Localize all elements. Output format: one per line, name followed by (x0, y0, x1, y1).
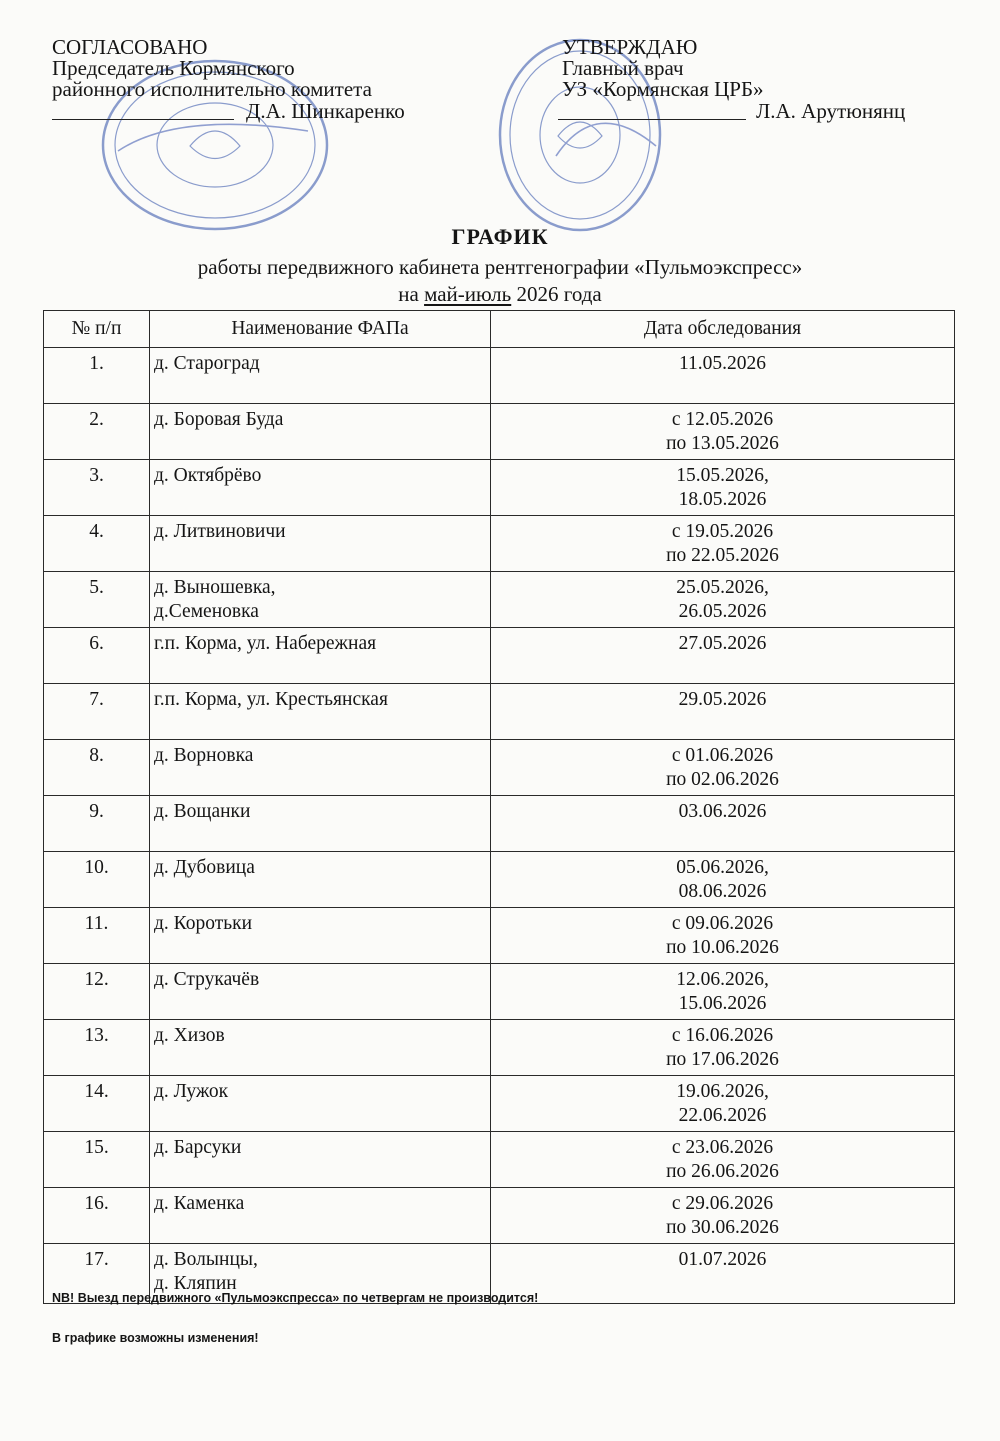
period-prefix: на (398, 282, 425, 306)
date-line: с 01.06.2026 (671, 745, 774, 766)
approval-block-approved (562, 37, 962, 124)
date-line: 11.05.2026 (678, 353, 767, 374)
agreed-heading: СОГЛАСОВАНО (52, 35, 208, 59)
row-location (150, 964, 491, 1020)
location-line: д. Хизов (154, 1025, 225, 1046)
date-line: 05.06.2026, (676, 857, 769, 878)
row-date (491, 908, 955, 964)
row-location (150, 460, 491, 516)
date-line: 19.06.2026, (676, 1081, 769, 1102)
table-row (44, 628, 955, 684)
table-row (44, 796, 955, 852)
agreed-signature-row (52, 100, 472, 124)
row-date (491, 628, 955, 684)
row-number: 7. (44, 684, 150, 740)
row-date (491, 1076, 955, 1132)
document-subtitle: работы передвижного кабинета рентгенографии «Пульмоэкспресс» (197, 255, 803, 279)
table-header-row (44, 311, 955, 348)
date-line: по 17.06.2026 (666, 1049, 779, 1070)
row-date (491, 516, 955, 572)
date-line: с 19.05.2026 (671, 521, 774, 542)
location-line: д. Литвиновичи (154, 521, 286, 542)
date-line: с 29.06.2026 (671, 1193, 774, 1214)
signature-line (52, 119, 234, 120)
table-row (44, 572, 955, 628)
table-row (44, 404, 955, 460)
row-number: 5. (44, 572, 150, 628)
date-line: по 26.06.2026 (666, 1161, 779, 1182)
location-line: д. Волынцы, (154, 1249, 258, 1270)
row-date (491, 852, 955, 908)
row-location (150, 1020, 491, 1076)
row-location (150, 852, 491, 908)
row-location (150, 908, 491, 964)
row-number: 3. (44, 460, 150, 516)
date-line: 15.05.2026, (676, 465, 769, 486)
date-line: 29.05.2026 (678, 689, 767, 710)
row-number: 14. (44, 1076, 150, 1132)
location-line: д. Коротьки (154, 913, 253, 934)
location-line: д. Лужок (154, 1081, 229, 1102)
row-number: 11. (44, 908, 150, 964)
table-row (44, 908, 955, 964)
document-period (0, 282, 1000, 307)
date-line: по 22.05.2026 (666, 545, 779, 566)
table-row (44, 1188, 955, 1244)
row-date (491, 684, 955, 740)
row-number: 15. (44, 1132, 150, 1188)
schedule-table (43, 310, 955, 1304)
row-location (150, 516, 491, 572)
table-row (44, 852, 955, 908)
location-line: д. Струкачёв (154, 969, 260, 990)
row-date (491, 1244, 955, 1304)
row-location (150, 572, 491, 628)
signature-line (558, 119, 746, 120)
location-line: д. Каменка (154, 1193, 245, 1214)
approved-signatory: Л.А. Арутюнянц (756, 99, 906, 123)
approved-heading: УТВЕРЖДАЮ (562, 35, 698, 59)
row-location (150, 1132, 491, 1188)
date-line: по 30.06.2026 (666, 1217, 779, 1238)
row-number: 2. (44, 404, 150, 460)
row-location (150, 740, 491, 796)
location-line: г.п. Корма, ул. Крестьянская (154, 689, 388, 710)
location-line: д. Дубовица (154, 857, 255, 878)
header-name: Наименование ФАПа (150, 311, 491, 348)
row-location (150, 404, 491, 460)
row-date (491, 572, 955, 628)
date-line: 01.07.2026 (678, 1249, 767, 1270)
location-line: д. Вощанки (154, 801, 251, 822)
approved-position-line2: УЗ «Кормянская ЦРБ» (562, 77, 764, 101)
row-number: 13. (44, 1020, 150, 1076)
date-line: с 09.06.2026 (671, 913, 774, 934)
row-number: 1. (44, 348, 150, 404)
location-line: д. Староград (154, 353, 260, 374)
row-location (150, 796, 491, 852)
table-row (44, 684, 955, 740)
header-num: № п/п (44, 311, 150, 348)
row-number: 6. (44, 628, 150, 684)
date-line: 27.05.2026 (678, 633, 767, 654)
row-date (491, 1132, 955, 1188)
row-date (491, 348, 955, 404)
header-date: Дата обследования (491, 311, 955, 348)
row-date (491, 740, 955, 796)
agreed-position-line1: Председатель Кормянского (52, 56, 295, 80)
document-title: ГРАФИК (451, 224, 549, 249)
row-location (150, 348, 491, 404)
row-location (150, 1076, 491, 1132)
approved-position-line1: Главный врач (562, 56, 684, 80)
approved-signature-row (562, 100, 962, 124)
location-line: д.Семеновка (154, 601, 259, 622)
date-line: с 16.06.2026 (671, 1025, 774, 1046)
location-line: д. Октябрёво (154, 465, 262, 486)
date-line: с 23.06.2026 (671, 1137, 774, 1158)
row-date (491, 404, 955, 460)
row-number: 16. (44, 1188, 150, 1244)
table-row (44, 460, 955, 516)
location-line: д. Кляпин (154, 1273, 237, 1294)
period-suffix: 2026 года (511, 282, 602, 306)
table-row (44, 1076, 955, 1132)
date-line: с 12.05.2026 (671, 409, 774, 430)
row-location (150, 684, 491, 740)
agreed-signatory: Д.А. Шинкаренко (246, 99, 405, 123)
schedule-body (44, 348, 955, 1304)
date-line: 25.05.2026, (676, 577, 769, 598)
row-number: 8. (44, 740, 150, 796)
row-number: 17. (44, 1244, 150, 1304)
row-number: 9. (44, 796, 150, 852)
note-changes: В графике возможны изменения! (52, 1331, 259, 1345)
row-date (491, 796, 955, 852)
row-number: 10. (44, 852, 150, 908)
table-row (44, 964, 955, 1020)
table-row (44, 516, 955, 572)
location-line: д. Барсуки (154, 1137, 242, 1158)
row-number: 4. (44, 516, 150, 572)
row-date (491, 964, 955, 1020)
note-thursday: NB! Выезд передвижного «Пульмоэкспресса» по четвергам не производится! (52, 1291, 539, 1305)
table-row (44, 348, 955, 404)
row-location (150, 628, 491, 684)
date-line: 08.06.2026 (678, 881, 767, 902)
date-line: 03.06.2026 (678, 801, 767, 822)
agreed-position-line2: районного исполнительно комитета (52, 77, 372, 101)
date-line: по 13.05.2026 (666, 433, 779, 454)
date-line: по 02.06.2026 (666, 769, 779, 790)
row-number: 12. (44, 964, 150, 1020)
date-line: 15.06.2026 (678, 993, 767, 1014)
table-row (44, 1132, 955, 1188)
date-line: 12.06.2026, (676, 969, 769, 990)
date-line: 22.06.2026 (678, 1105, 767, 1126)
approval-block-agreed (52, 37, 472, 124)
location-line: д. Ворновка (154, 745, 254, 766)
period-months: май-июль (424, 282, 512, 306)
table-row (44, 1020, 955, 1076)
row-date (491, 1188, 955, 1244)
location-line: д. Выношевка, (154, 577, 276, 598)
location-line: д. Боровая Буда (154, 409, 284, 430)
date-line: 18.05.2026 (678, 489, 767, 510)
row-date (491, 1020, 955, 1076)
row-location (150, 1188, 491, 1244)
table-row (44, 740, 955, 796)
date-line: по 10.06.2026 (666, 937, 779, 958)
row-date (491, 460, 955, 516)
date-line: 26.05.2026 (678, 601, 767, 622)
location-line: г.п. Корма, ул. Набережная (154, 633, 377, 654)
